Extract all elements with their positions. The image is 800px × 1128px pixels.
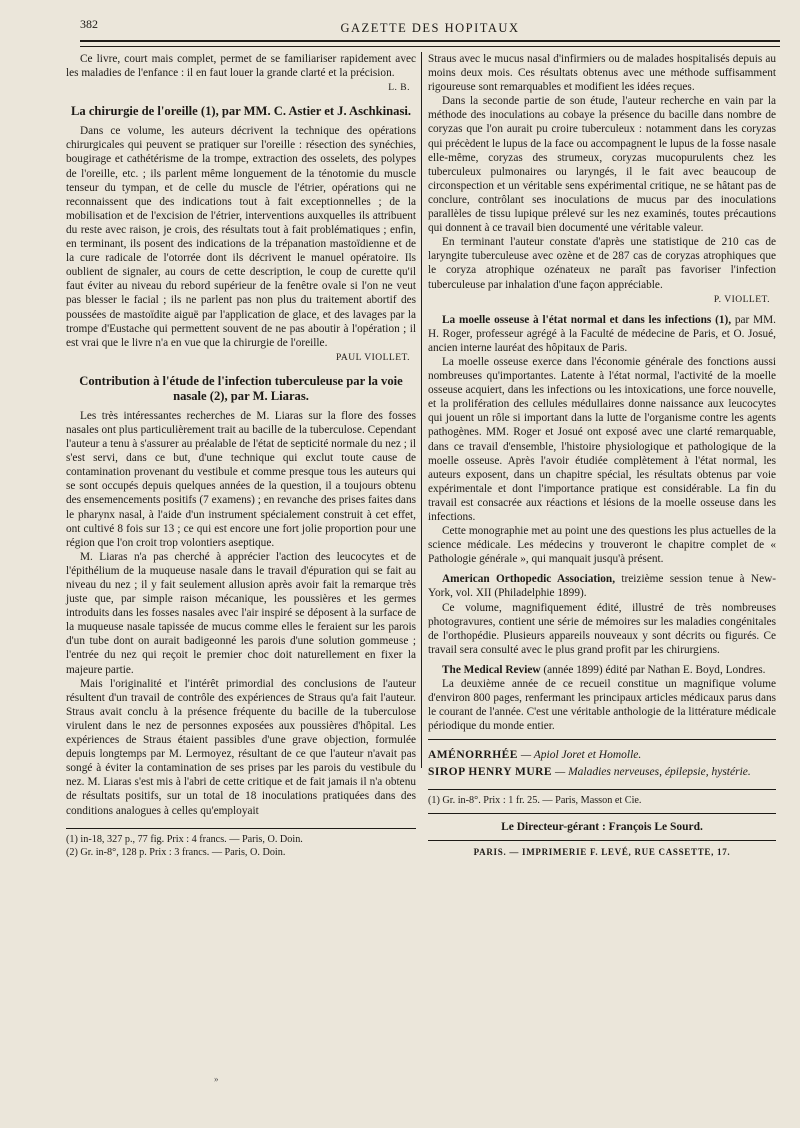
footnote-2: (2) Gr. in-8°, 128 p. Prix : 3 francs. — Paris, O. Doin. — [66, 846, 286, 858]
review-paragraph: La deuxième année de ce recueil constitue un magnifique volume d'environ 800 pages, renfermant les principaux articles médicaux parus dans le courant de l'année. C'est une véritable anthologie de la littérature médicale périodique du monde entier. — [428, 678, 776, 733]
infection-paragraph-2: M. Liaras n'a pas cherché à apprécier l'action des leucocytes et de l'épithélium de la muqueuse nasale dans le travail d'épuration qui se fait au niveau du nez ; il y fait seulement allusion après avoir fait la remarque très juste que, par simple raison mécanique, les poussières et les germes introduits dans les fosses nasales avec l'air inspiré se déposent à la surface de la muqueuse nasale tapissée de mucus comme elles le feraient sur les parois d'un tube dont on aurait badigeonné les parois d'une solution gommeuse ; l'entrée du nez qui reçoit le premier choc doit naturellement en fixer la majeure partie. — [66, 550, 416, 676]
stray-mark: » — [214, 1074, 219, 1084]
moelle-paragraph-1: La moelle osseuse exerce dans l'économie générale des fonctions aussi nombreuses qu'importantes. Latente à l'état normal, l'activité de la moelle osseuse acquiert, dans les infections ou les intoxications, une force nouvelle, et la prolifération des cellules médullaires donne naissance aux leucocytes qui jouent un rôle si important dans la lutte de l'organisme contre les agents pathogènes. MM. Roger et Josué ont exposé avec une clarté remarquable, dans ce travail d'ensemble, l'histoire physiologique et pathologique de la moelle osseuse. Après l'avoir étudiée complètement à l'état normal, les auteurs exposent, dans un chapitre spécial, les résultats obtenus par voie expérimentale et dont l'importance pratique est considérable. La fin du travail est consacrée aux réactions et lésions de la moelle osseuse dans les infections. — [428, 355, 776, 523]
moelle-title: La moelle osseuse à l'état normal et dans les infections (1), — [442, 313, 732, 326]
right-footnote: (1) Gr. in-8°. Prix : 1 fr. 25. — Paris, Masson et Cie. — [428, 794, 642, 806]
left-footnotes — [66, 828, 416, 859]
advert-sirop-name: SIROP HENRY MURE — [428, 765, 553, 778]
review-heading — [428, 663, 776, 677]
ortho-heading — [428, 572, 776, 600]
infection-continued-2: Dans la seconde partie de son étude, l'auteur recherche en vain par la méthode des inoculations au cobaye la présence du bacille dans nombre de coryzas que l'on aurait pu croire tuberculeux : notamment dans les coryzas qui précèdent le lupus de la face ou accompagnent le lupus de la fosse nasale elle-même, coryzas des strumeux, coryzas mucopurulents chez les tuberculeux pulmonaires ou laryngés, il le fait avec beaucoup de circonspection et un véritable sens expérimental critique, ne se hâtant pas de conclure, contrôlant ses inoculations de mucus par des inoculations parallèles de tissu lupique prélevé sur les nez examinés, toutes précautions qui donnent à ce travail bien documenté une véritable valeur. — [428, 95, 776, 235]
intro-paragraph: Ce livre, court mais complet, permet de se familiariser rapidement avec les maladies de l'enfance : il en faut louer la grande clarté et la précision. — [66, 53, 416, 80]
left-column — [66, 52, 416, 859]
advert-rule — [428, 739, 776, 740]
running-title: GAZETTE DES HOPITAUX — [340, 21, 520, 35]
moelle-heading — [428, 313, 776, 355]
infection-paragraph-1: Les très intéressantes recherches de M. Liaras sur la flore des fosses nasales ont plus particulièrement trait au bacille de la tuberculose. Cependant l'auteur a tenu à s'assurer au préalable de l'état de septicité normale du nez ; il s'est servi, dans ce but, d'une technique qui exclut toute cause de contamination provenant du vestibule et comme presque tous les auteurs qui se sont occupés depuis quelques années de la question, il a toujours obtenu des ensemencements positifs (7 examens) ; en revanche des prises faites dans le pharynx nasal, à l'aide d'un instrument spécialement construit à cet effet, ont cultivé 8 fois sur 13 ; ce qui est encore une fort jolie proportion pour une région que l'on croit trop volontiers aseptique. — [66, 409, 416, 549]
advert-sirop-text: — Maladies nerveuses, épilepsie, hystérie. — [554, 765, 751, 778]
footnote-1: (1) in-18, 327 p., 77 fig. Prix : 4 francs. — Paris, O. Doin. — [66, 833, 303, 845]
review-title: The Medical Review — [442, 663, 541, 676]
infection-continued-3: En terminant l'auteur constate d'après une statistique de 210 cas de laryngite tuberculeuse avec ozène et de 287 cas de coryzas atrophiques que le coryza atrophique ozénateux ne paraît pas favoriser l'infection tuberculeuse par inhalation d'une façon appréciable. — [428, 236, 776, 291]
advert-amenorrhee-text: — Apiol Joret et Homolle. — [520, 749, 642, 762]
header-rule — [80, 40, 780, 42]
advert-sirop — [428, 765, 776, 779]
right-footnotes — [428, 789, 776, 807]
ortho-paragraph: Ce volume, magnifiquement édité, illustré de très nombreuses photogravures, contient une série de mémoires sur les maladies congénitales de l'orthopédie. Plusieurs appareils nouveaux y sont décrits ou figurés. Ce travail sera consulté avec le plus grand profit par les chirurgiens. — [428, 601, 776, 656]
ortho-details: treizième session tenue à New-York, vol. XII (Philadelphie 1899). — [428, 573, 776, 600]
infection-continued-1: Straus avec le mucus nasal d'infirmiers ou de malades hospitalisés depuis au moins deux mois. Ces résultats obtenus avec une méthode suffisamment rigoureuse sont remarquables et modifient les idées reçues. — [428, 53, 776, 94]
ortho-title: American Orthopedic Association, — [442, 573, 616, 586]
advert-amenorrhee — [428, 748, 776, 762]
column-divider — [421, 52, 422, 768]
moelle-paragraph-2: Cette monographie met au point une des questions les plus actuelles de la science médicale. Les médecins y trouveront le chapitre complet de « Pathologie générale », qui manquait jusqu'à présent. — [428, 525, 776, 566]
directeur-rule — [428, 813, 776, 814]
infection-paragraph-3: Mais l'originalité et l'intérêt primordial des conclusions de l'auteur résultent d'un travail de contrôle des expériences de Straus qu'a fait l'auteur. Straus avait conclu à la présence fréquente du bacille de la tuberculose virulent dans le nez de personnes exposées aux poussières d'hôpital. Les expériences de Straus étaient passibles d'une grave objection, formulée depuis longtemps par M. Lermoyez, résultant de ce que l'auteur n'avait pas songé à éviter la contamination de ses prises par les parois du vestibule du nez. M. Liaras s'est mis à l'abri de cette critique et de fait jamais il n'a obtenu de résultats positifs, sur un total de 18 inoculations pratiquées dans des conditions analogues à celles qu'employait — [66, 677, 416, 817]
directeur-gerant: Le Directeur-gérant : François Le Sourd. — [501, 820, 703, 833]
infection-signature: P. VIOLLET. — [713, 294, 770, 305]
moelle-authors: par MM. H. Roger, professeur agrégé à la Faculté de médecine de Paris, et O. Josué, ancien interne lauréat des hôpitaux de Paris. — [428, 313, 776, 354]
advert-amenorrhee-name: AMÉNORRHÉE — [428, 749, 518, 762]
oreille-title: La chirurgie de l'oreille (1), par MM. C. Astier et J. Aschkinasi. — [71, 104, 411, 119]
oreille-paragraph: Dans ce volume, les auteurs décrivent la technique des opérations chirurgicales qui peuvent se pratiquer sur l'oreille : résection des synéchies, bougirage et cathétérisme de la trompe, extraction des osselets, des polypes de l'oreille, etc. ; ils parlent même longuement de la ténotomie du muscle tenseur du tympan, et de celle du muscle de l'étrier, opérations qui ne reconnaissent que des indications tout à fait exceptionnelles ; de la mobilisation et de l'excision de l'étrier, interventions auxquelles ils attribuent du reste avec raison, je crois, des résultats tout à fait problématiques ; enfin, en terminant, ils posent des indications de la trépanation mastoïdienne et de la cure radicale de l'otorrée dont ils décrivent le manuel opératoire. Ils oublient de signaler, au cours de cette description, le coup de curette qu'il faut éviter au niveau du rebord supérieur de la fenêtre ovale si l'on ne veut pas blesser le facial ; ils ne parlent pas non plus du traitement abortif des poussées de mastoïdite aiguë par l'application de glace, et des lavages par la trompe d'Eustache qui permettent souvent de ne pas aboutir à l'opération ; il est vrai que le livre n'a en vue que la chirurgie de l'oreille. — [66, 125, 416, 349]
header-rule-thin — [80, 46, 780, 47]
intro-signature: L. B. — [388, 83, 410, 94]
imprimerie-line: PARIS. — IMPRIMERIE F. LEVÉ, RUE CASSETTE, 17. — [428, 840, 776, 859]
page-number: 382 — [80, 17, 98, 31]
review-details: (année 1899) édité par Nathan E. Boyd, Londres. — [543, 663, 766, 676]
oreille-signature: PAUL VIOLLET. — [335, 352, 410, 363]
right-column — [428, 52, 776, 859]
infection-title: Contribution à l'étude de l'infection tuberculeuse par la voie nasale (2), par M. Liaras. — [79, 373, 403, 403]
